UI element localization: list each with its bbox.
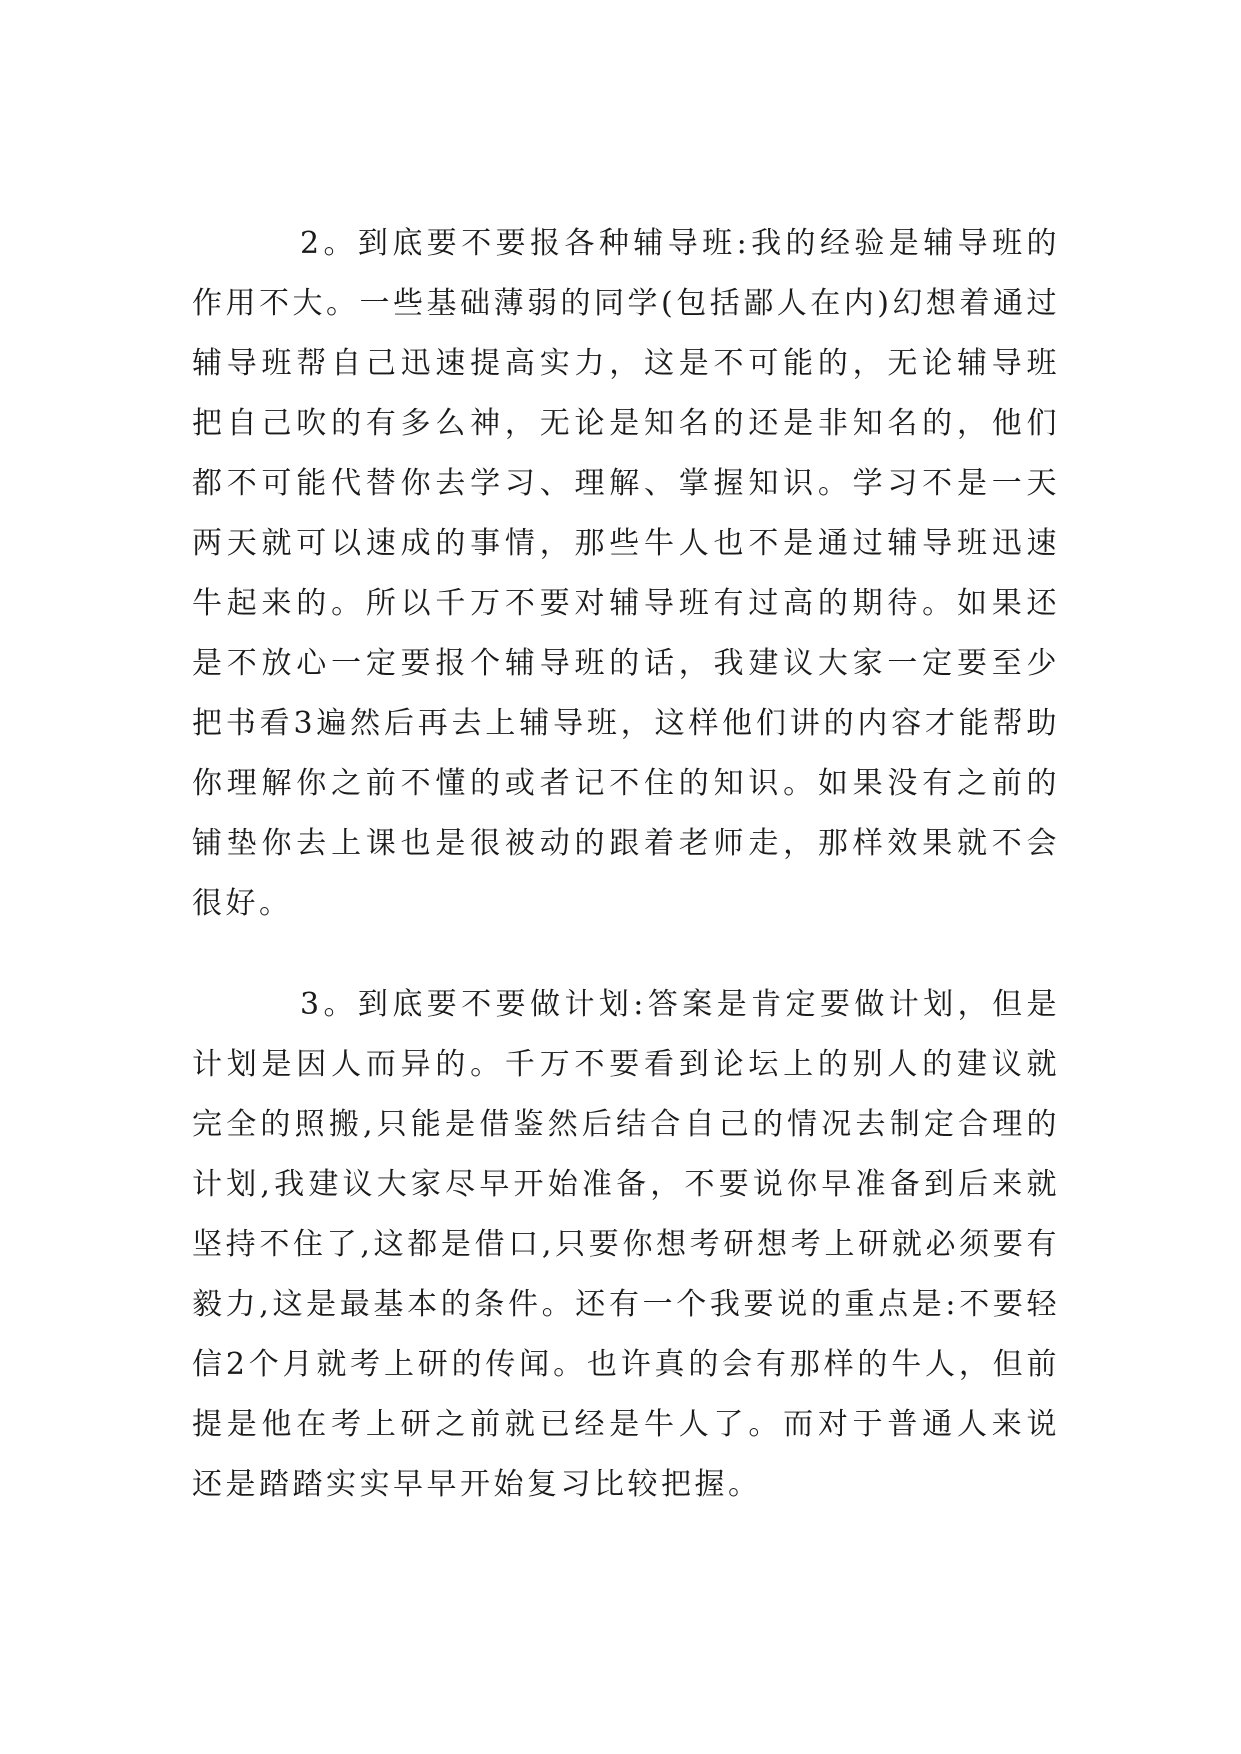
paragraph-study-plan: 3。到底要不要做计划:答案是肯定要做计划，但是计划是因人而异的。千万不要看到论坛上的别人的建议就完全的照搬,只能是借鉴然后结合自己的情况去制定合理的计划,我建议大家尽早开始准备，不要说你早准备到后来就坚持不住了,这都是借口,只要你想考研想考上研就必须要有毅力,这是最基本的条件。还有一个我要说的重点是:不要轻信2个月就考上研的传闻。也许真的会有那样的牛人，但前提是他在考上研之前就已经是牛人了。而对于普通人来说还是踏踏实实早早开始复习比较把握。 (192, 987, 1060, 1502)
paragraph-tutoring-classes: 2。到底要不要报各种辅导班:我的经验是辅导班的作用不大。一些基础薄弱的同学(包括鄙人在内)幻想着通过辅导班帮自己迅速提高实力，这是不可能的，无论辅导班把自己吹的有多么神，无论是知名的还是非知名的，他们都不可能代替你去学习、理解、掌握知识。学习不是一天两天就可以速成的事情，那些牛人也不是通过辅导班迅速牛起来的。所以千万不要对辅导班有过高的期待。如果还是不放心一定要报个辅导班的话，我建议大家一定要至少把书看3遍然后再去上辅导班，这样他们讲的内容才能帮助你理解你之前不懂的或者记不住的知识。如果没有之前的铺垫你去上课也是很被动的跟着老师走，那样效果就不会很好。 (192, 226, 1060, 921)
